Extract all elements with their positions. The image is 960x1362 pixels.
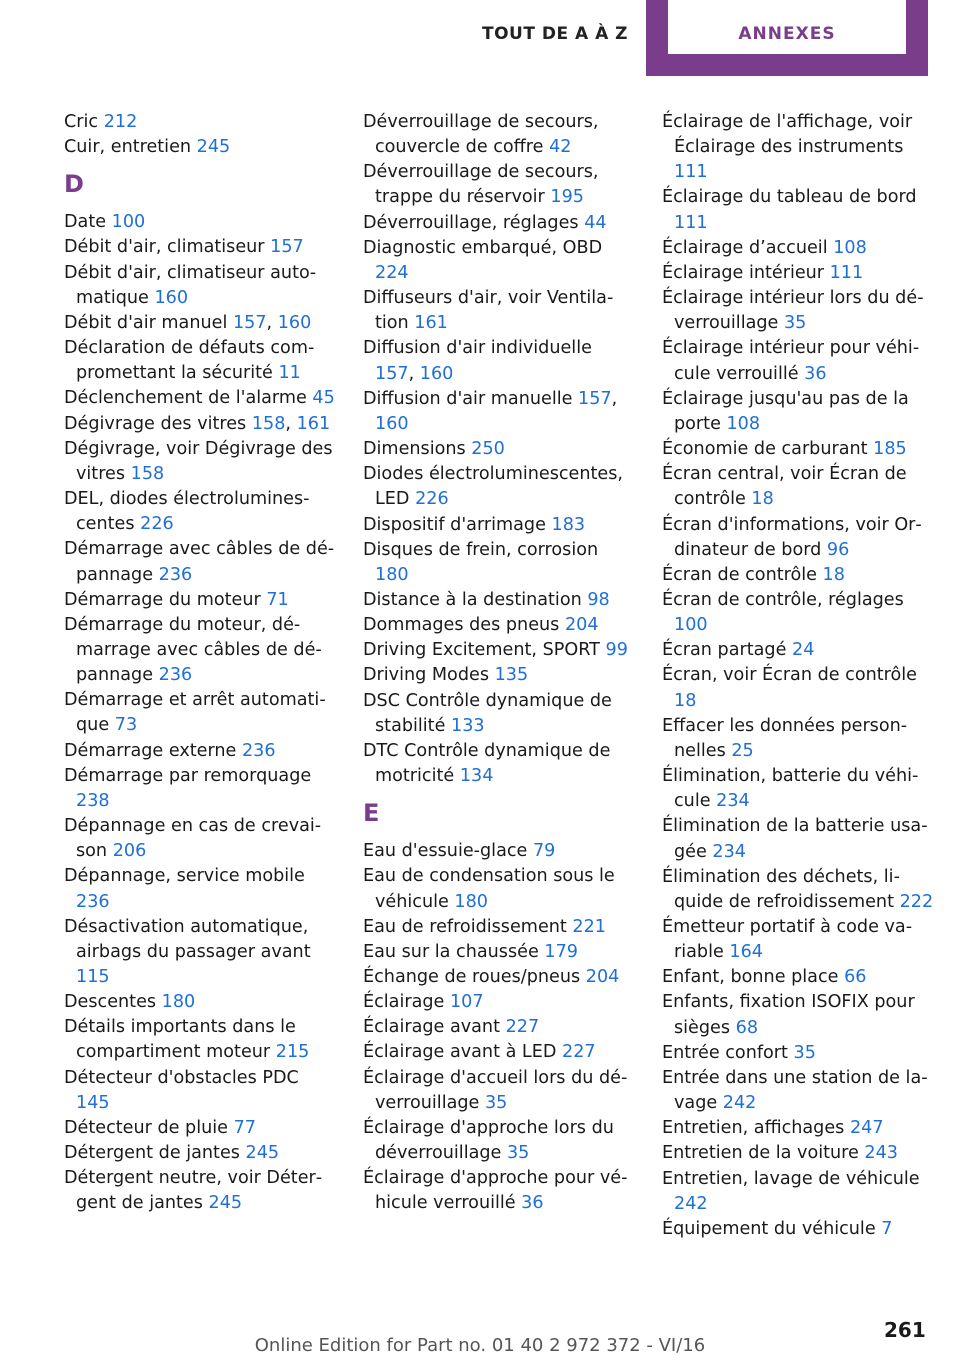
index-term: Effacer les données personnelles [662,715,908,761]
page-reference-link[interactable]: 100 [674,615,708,636]
index-term: Déclenchement de l'alarme [64,388,307,409]
page-reference-link[interactable]: 96 [826,539,850,560]
index-term: Diagnostic embarqué, OBD [363,237,603,258]
index-term: DSC Contrôle dynamique de stabilité [363,690,612,736]
index-term: Démarrage par remorquage [64,765,312,786]
index-term: Cric [64,112,99,132]
index-entry: Diffusion d'air manuelle 157, 160 [363,388,618,434]
page-reference-link[interactable]: 133 [451,715,485,736]
index-entry [64,1066,336,1116]
index-entry [662,185,934,235]
index-entry [64,1116,336,1141]
index-term: Déverrouillage, réglages [363,212,579,233]
index-entry [662,714,934,764]
page-reference-link[interactable]: 164 [729,942,763,963]
page-reference-link[interactable]: 157 [375,363,409,384]
page-reference-link[interactable]: 243 [864,1143,899,1164]
index-term: Détecteur de pluie [64,1117,228,1138]
index-term: Disques de frein, corrosion [363,539,599,560]
index-entry [662,865,934,915]
index-entry [64,1015,336,1065]
index-entry [363,689,635,739]
index-term: Déclaration de défauts compromettant la sécurité [64,338,315,384]
page-reference-link[interactable]: 179 [544,941,578,962]
index-term: Éclairage du tableau de bord [662,187,917,208]
index-term: Détergent de jantes [64,1143,240,1164]
index-term: Dispositif d'arrimage [363,514,546,535]
index-term: Écran partagé [662,640,787,661]
index-term: Eau de condensation sous le véhicule [363,866,615,912]
page-reference-link[interactable]: 195 [550,187,584,208]
index-term: DTC Contrôle dynamique de motricité [363,740,611,787]
chapter-tab [646,0,928,76]
index-term: Dommages des pneus [363,615,560,636]
page-reference-link[interactable]: 160 [154,287,189,308]
page-reference-link[interactable]: 236 [158,665,193,686]
index-term: Entretien, affichages [662,1118,845,1139]
index-term: Date [64,212,107,233]
index-entry [363,160,635,210]
page-reference-link[interactable]: 227 [562,1042,596,1063]
page-reference-link[interactable]: 180 [161,992,196,1013]
index-term: Entrée confort [662,1042,788,1063]
page-reference-link[interactable]: 145 [76,1092,110,1113]
index-term: Dépannage, service mobile [64,866,305,887]
index-entry [363,1040,635,1065]
page-reference-link[interactable]: 245 [208,1193,243,1214]
index-term: Diodes électroluminescentes, LED [363,464,624,510]
index-term: Déverrouillage de secours, trappe du réservoir [363,162,599,208]
index-column-2 [363,110,635,1217]
page-reference-link[interactable]: 25 [731,740,754,761]
index-term: Dégivrage, voir Dégivrage des vitres [64,438,333,484]
index-term: Démarrage et arrêt automatique [64,690,326,736]
index-entry [662,563,934,588]
index-entry [363,462,635,512]
index-entry [64,261,336,311]
index-term: Diffusion d'air manuelle [363,388,573,409]
index-column-3 [662,110,934,1242]
page-reference-link[interactable]: 18 [822,564,845,585]
page-reference-link[interactable]: 160 [277,312,312,333]
index-entry [662,965,934,990]
page-reference-link[interactable]: 42 [549,137,572,158]
index-term: Écran central, voir Écran de contrôle [662,464,907,510]
page-reference-link[interactable]: 183 [551,514,586,535]
page-reference-link[interactable]: 98 [587,589,610,610]
index-term: Débit d'air manuel [64,312,228,333]
index-term: Détails importants dans le compartiment moteur [64,1017,296,1063]
index-term: Cuir, entretien [64,137,192,158]
index-term: Éclairage d’accueil [662,237,828,258]
index-term: Démarrage du moteur, démarrage avec câbles de dépannage [64,614,322,686]
index-term: Économie de carburant [662,439,868,460]
page-reference-link[interactable]: 161 [414,313,448,334]
page-reference-link[interactable]: 245 [245,1143,280,1164]
page-reference-link[interactable]: 36 [804,363,827,384]
index-entry [363,236,635,286]
page-reference-link[interactable]: 160 [375,413,409,434]
index-entry [64,915,336,990]
index-term: Équipement du véhicule [662,1218,876,1239]
page-reference-link[interactable]: 250 [471,439,505,460]
index-entry [64,110,336,135]
page-reference-link[interactable]: 236 [158,564,193,585]
page-reference-link[interactable]: 66 [844,967,867,988]
index-entry [363,1166,635,1216]
index-term: Éclairage jusqu'au pas de la porte [662,388,909,434]
index-term: Éclairage de l'affichage, voir Éclairage des instruments [662,112,913,158]
index-entry [363,538,635,588]
page-reference-link[interactable]: 11 [278,363,301,384]
index-term: DEL, diodes électroluminescentes [64,489,310,535]
index-term: Éclairage avant à LED [363,1042,557,1063]
index-entry [363,990,635,1015]
index-entry [363,663,635,688]
index-term: Démarrage avec câbles de dépannage [64,539,335,585]
index-term: Éclairage avant [363,1017,500,1038]
page-reference-link[interactable]: 206 [112,841,147,862]
page-reference-link[interactable]: 35 [506,1143,530,1164]
page-reference-link[interactable]: 71 [266,589,289,610]
index-term: Dimensions [363,439,466,460]
page-reference-link[interactable]: 108 [833,237,867,258]
index-entry [363,110,635,160]
index-entry [662,1217,934,1242]
index-term: Détergent neutre, voir Détergent de jantes [64,1168,323,1214]
page-reference-link[interactable]: 24 [792,640,815,661]
page-number: 261 [884,1318,926,1342]
page-reference-link[interactable]: 111 [674,162,708,183]
page-reference-link[interactable]: 212 [103,112,138,132]
index-term: Détecteur d'obstacles PDC [64,1067,299,1088]
index-term: Descentes [64,992,157,1013]
index-term: Eau de refroidissement [363,916,567,937]
index-entry [64,210,336,235]
index-entry [662,236,934,261]
page-reference-link[interactable]: 157 [232,312,267,333]
page-reference-link[interactable]: 204 [564,615,599,636]
index-entry [662,286,934,336]
page-reference-link[interactable]: 224 [375,262,409,283]
page-reference-link[interactable]: 115 [76,967,110,987]
index-term: Écran de contrôle, réglages [662,589,904,610]
page-reference-link[interactable]: 99 [605,640,628,661]
index-entry [64,386,336,411]
index-entry: Diffusion d'air individuelle 157, 160 [363,338,592,384]
page-reference-link[interactable]: 185 [873,439,907,460]
index-entry [64,613,336,688]
index-entry [662,1066,934,1116]
index-entry [64,864,336,914]
chapter-title: ANNEXES [738,24,836,44]
index-entry [363,1066,635,1116]
index-term: Driving Excitement, SPORT [363,640,600,661]
index-entry [662,1041,934,1066]
page-reference-link[interactable]: 108 [726,413,761,434]
index-term: Driving Modes [363,665,489,686]
page-reference-link[interactable]: 35 [793,1042,816,1063]
index-entry [662,336,934,386]
index-term: Éclairage intérieur lors du déverrouillage [662,288,924,334]
page-reference-link[interactable]: 236 [76,891,110,912]
page-reference-link[interactable]: 36 [521,1193,544,1214]
index-entry [363,286,635,336]
page-reference-link[interactable]: 111 [674,212,708,233]
index-entry [363,915,635,940]
page-reference-link[interactable]: 134 [459,766,494,787]
index-term: Écran d'informations, voir Ordinateur de bord [662,514,922,560]
index-term: Eau d'essuie-glace [363,841,528,862]
page-reference-link[interactable]: 18 [674,690,697,711]
index-entry [64,1141,336,1166]
page-reference-link[interactable]: 226 [140,514,174,535]
page-reference-link[interactable]: 18 [751,489,774,510]
index-column-1 [64,110,336,1217]
index-term: Enfants, fixation ISOFIX pour sièges [662,992,915,1038]
page-reference-link[interactable]: 221 [572,916,607,937]
index-entry [662,261,934,286]
page-reference-link[interactable]: 234 [716,791,750,812]
index-entry [662,1141,934,1166]
page-reference-link[interactable]: 157 [578,388,612,409]
page-reference-link[interactable]: 79 [532,841,556,862]
index-term: Élimination des déchets, liquide de refroidissement [662,866,900,912]
section-title: TOUT DE A À Z [482,24,628,44]
index-term: Éclairage [363,992,445,1013]
page-reference-link[interactable]: 158 [130,463,165,484]
page-reference-link[interactable]: 100 [111,212,146,233]
index-letter-heading: D [64,170,84,199]
index-entry [662,814,934,864]
index-term: Entretien, lavage de véhicule [662,1168,920,1189]
index-entry [64,487,336,537]
page-reference-link[interactable]: 135 [494,665,529,686]
index-entry [363,839,635,864]
index-term: Démarrage du moteur [64,589,261,610]
index-entry [64,814,336,864]
page-reference-link[interactable]: 158 [251,413,286,434]
page-reference-link[interactable]: 238 [76,790,110,811]
index-term: Débit d'air, climatiseur [64,237,265,258]
page-reference-link[interactable]: 111 [829,262,864,283]
index-entry [363,1015,635,1040]
index-entry: Dégivrage des vitres 158, 161 [64,413,331,434]
page-reference-link[interactable]: 77 [233,1117,256,1138]
page-reference-link[interactable]: 44 [584,212,607,233]
index-entry [64,688,336,738]
index-term: Débit d'air, climatiseur automatique [64,262,317,308]
index-entry [662,462,934,512]
index-term: Éclairage d'approche pour véhicule verrouillé [363,1168,628,1214]
index-entry [363,211,635,236]
index-entry [662,437,934,462]
page-reference-link[interactable]: 107 [449,992,484,1013]
index-entry [662,588,934,638]
index-entry [64,336,336,386]
page-reference-link[interactable]: 68 [735,1017,759,1038]
page-reference-link[interactable]: 227 [505,1017,540,1038]
index-term: Éclairage d'accueil lors du déverrouillage [363,1067,628,1113]
index-term: Éclairage intérieur [662,262,825,283]
index-entry [64,990,336,1015]
index-entry [363,1116,635,1166]
index-entry [662,764,934,814]
page-reference-link[interactable]: 242 [722,1093,757,1114]
page-reference-link[interactable]: 204 [585,967,620,987]
index-entry [662,110,934,185]
index-entry [64,1166,336,1216]
page-reference-link[interactable]: 73 [114,715,138,736]
index-entry [363,638,635,663]
index-entry [363,513,635,538]
index-entry [363,864,635,914]
page-reference-link[interactable]: 245 [196,137,231,158]
index-entry [662,387,934,437]
index-entry [64,235,336,260]
index-letter-heading: E [363,799,380,828]
footer-edition: Online Edition for Part no. 01 40 2 972 372 - VI/16 [254,1335,706,1356]
index-term: Écran de contrôle [662,564,817,585]
page-reference-link[interactable]: 215 [275,1042,310,1063]
index-term: Écran, voir Écran de contrôle [662,665,917,686]
index-entry [64,135,336,160]
index-entry [662,663,934,713]
page-reference-link[interactable]: 242 [674,1193,708,1214]
index-entry [363,940,635,965]
index-term: Élimination de la batterie usagée [662,816,928,862]
index-entry [64,764,336,814]
page-reference-link[interactable]: 222 [899,891,934,912]
index-term: Dégivrage des vitres [64,413,247,434]
index-entry [662,915,934,965]
page-reference-link[interactable]: 180 [454,891,488,912]
index-entry [662,1116,934,1141]
index-entry [662,1167,934,1217]
page-reference-link[interactable]: 161 [296,413,331,434]
page-reference-link[interactable]: 157 [270,237,304,258]
index-term: Émetteur portatif à code variable [662,917,913,963]
page-reference-link[interactable]: 45 [312,388,335,409]
index-term: Diffusion d'air individuelle [363,338,592,359]
index-entry [64,437,336,487]
index-term: Éclairage intérieur pour véhicule verrouillé [662,338,920,384]
page-reference-link[interactable]: 35 [783,313,807,334]
index-term: Entrée dans une station de lavage [662,1067,928,1114]
index-entry [64,588,336,613]
index-entry [64,537,336,587]
index-term: Démarrage externe [64,740,237,761]
index-entry [363,437,635,462]
index-entry [662,513,934,563]
page-reference-link[interactable]: 247 [849,1118,884,1139]
page-reference-link[interactable]: 35 [484,1092,508,1113]
index-term: Enfant, bonne place [662,967,839,988]
page-header [0,0,960,76]
index-term: Entretien de la voiture [662,1143,859,1164]
page-reference-link[interactable]: 7 [881,1218,893,1239]
index-entry [64,739,336,764]
index-term: Diffuseurs d'air, voir Ventilation [363,288,614,334]
index-entry [363,965,635,990]
page-reference-link[interactable]: 180 [375,564,409,585]
index-entry: Débit d'air manuel 157, 160 [64,312,312,333]
index-term: Élimination, batterie du véhicule [662,766,919,812]
index-term: Distance à la destination [363,589,582,610]
index-entry [363,739,635,789]
index-entry [363,613,635,638]
page-reference-link[interactable]: 236 [241,740,276,761]
page-reference-link[interactable]: 226 [415,489,449,510]
index-term: Éclairage d'approche lors du déverrouillage [363,1117,614,1164]
index-entry [662,990,934,1040]
index-entry [363,588,635,613]
index-term: Dépannage en cas de crevaison [64,816,322,862]
index-term: Désactivation automatique, airbags du passager avant [64,916,311,962]
page-reference-link[interactable]: 160 [419,363,454,384]
page-reference-link[interactable]: 234 [712,841,747,862]
index-entry [662,638,934,663]
index-term: Eau sur la chaussée [363,941,539,962]
index-term: Échange de roues/pneus [363,967,581,987]
index-term: Déverrouillage de secours, couvercle de coffre [363,112,599,158]
